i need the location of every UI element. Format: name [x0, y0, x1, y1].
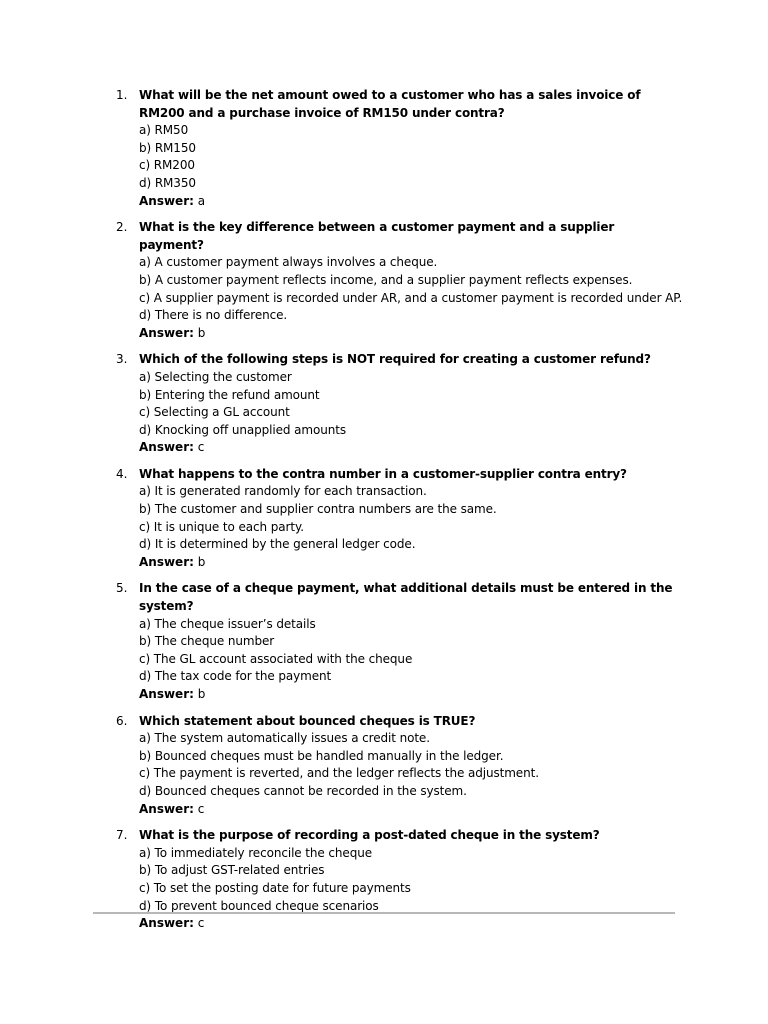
question-text: What happens to the contra number in a customer-supplier contra entry?	[139, 466, 627, 481]
question-body	[139, 351, 679, 457]
answer-option: d) There is no difference.	[139, 308, 288, 323]
answer-option: d) RM350	[139, 175, 196, 190]
answer-line	[139, 915, 679, 933]
answer-value: a	[197, 193, 206, 208]
answer-label: Answer:	[139, 325, 194, 340]
question-list	[0, 87, 768, 942]
answer-line	[139, 193, 679, 211]
answer-line	[139, 439, 679, 457]
answer-option: c) It is unique to each party.	[139, 519, 304, 534]
answer-option: c) The GL account associated with the cheque	[139, 651, 413, 666]
question-item	[0, 713, 768, 819]
answer-option: b) RM150	[139, 140, 196, 155]
answer-option: b) Entering the refund amount	[139, 387, 320, 402]
answer-option: b) The cheque number	[139, 634, 275, 649]
answer-value: b	[197, 687, 206, 701]
answer-line	[139, 554, 679, 572]
question-number: 3.	[116, 352, 128, 367]
page-divider	[93, 912, 675, 914]
question-item	[0, 466, 768, 572]
answer-value: b	[197, 325, 206, 340]
answer-label: Answer:	[139, 440, 194, 455]
answer-option: c) The payment is reverted, and the ledger reflects the adjustment.	[139, 766, 539, 781]
answer-label: Answer:	[139, 801, 194, 816]
answer-option: a) Selecting the customer	[139, 369, 292, 384]
question-number: 2.	[116, 220, 128, 235]
question-body	[139, 219, 683, 342]
answer-option: d) Knocking off unapplied amounts	[139, 422, 346, 437]
answer-option: b) To adjust GST-related entries	[139, 863, 325, 878]
answer-option: b) Bounced cheques must be handled manually in the ledger.	[139, 748, 504, 763]
question-item	[0, 87, 768, 210]
answer-option: c) RM200	[139, 158, 195, 173]
question-body	[139, 466, 679, 572]
answer-option: d) Bounced cheques cannot be recorded in the system.	[139, 783, 467, 798]
question-text: In the case of a cheque payment, what additional details must be entered in the system?	[139, 581, 673, 614]
question-number: 4.	[116, 466, 128, 481]
answer-option: c) A supplier payment is recorded under AR, and a customer payment is recorded under AP.	[139, 290, 683, 305]
answer-option: a) It is generated randomly for each transaction.	[139, 484, 427, 499]
answer-line	[139, 325, 679, 343]
question-body	[139, 580, 679, 703]
question-text: What is the key difference between a customer payment and a supplier payment?	[139, 220, 615, 252]
question-number: 5.	[116, 581, 128, 596]
answer-option: c) To set the posting date for future payments	[139, 880, 411, 895]
answer-option: a) A customer payment always involves a cheque.	[139, 255, 438, 270]
question-body	[139, 713, 679, 819]
question-text: Which of the following steps is NOT required for creating a customer refund?	[139, 352, 651, 367]
answer-option: b) A customer payment reflects income, and a supplier payment reflects expenses.	[139, 272, 633, 287]
answer-label: Answer:	[139, 916, 194, 931]
question-body	[139, 87, 679, 210]
answer-value: c	[197, 440, 205, 455]
answer-label: Answer:	[139, 193, 194, 208]
question-text: Which statement about bounced cheques is TRUE?	[139, 713, 476, 728]
question-number: 7.	[116, 828, 128, 843]
answer-label: Answer:	[139, 554, 194, 569]
question-number: 6.	[116, 713, 128, 728]
question-text: What is the purpose of recording a post-dated cheque in the system?	[139, 828, 600, 843]
answer-option: d) The tax code for the payment	[139, 669, 332, 684]
answer-option: a) The cheque issuer’s details	[139, 616, 316, 631]
answer-value: c	[197, 801, 205, 816]
answer-line	[139, 686, 679, 704]
answer-value: c	[197, 916, 205, 931]
answer-option: a) RM50	[139, 123, 189, 138]
answer-value: b	[197, 554, 206, 569]
question-body	[139, 827, 679, 933]
answer-option: d) To prevent bounced cheque scenarios	[139, 898, 379, 913]
answer-option: c) Selecting a GL account	[139, 405, 290, 420]
question-item	[0, 827, 768, 933]
question-number: 1.	[116, 88, 128, 102]
answer-option: a) To immediately reconcile the cheque	[139, 845, 372, 860]
answer-option: a) The system automatically issues a credit note.	[139, 731, 430, 746]
answer-option: d) It is determined by the general ledger code.	[139, 537, 416, 552]
question-item	[0, 219, 768, 342]
question-text: What will be the net amount owed to a customer who has a sales invoice of RM200 and a purchase invoice of RM150 under contra?	[139, 88, 641, 120]
answer-line	[139, 801, 679, 819]
answer-label: Answer:	[139, 687, 194, 701]
question-item	[0, 351, 768, 457]
question-item	[0, 580, 768, 703]
answer-option: b) The customer and supplier contra numbers are the same.	[139, 502, 497, 517]
